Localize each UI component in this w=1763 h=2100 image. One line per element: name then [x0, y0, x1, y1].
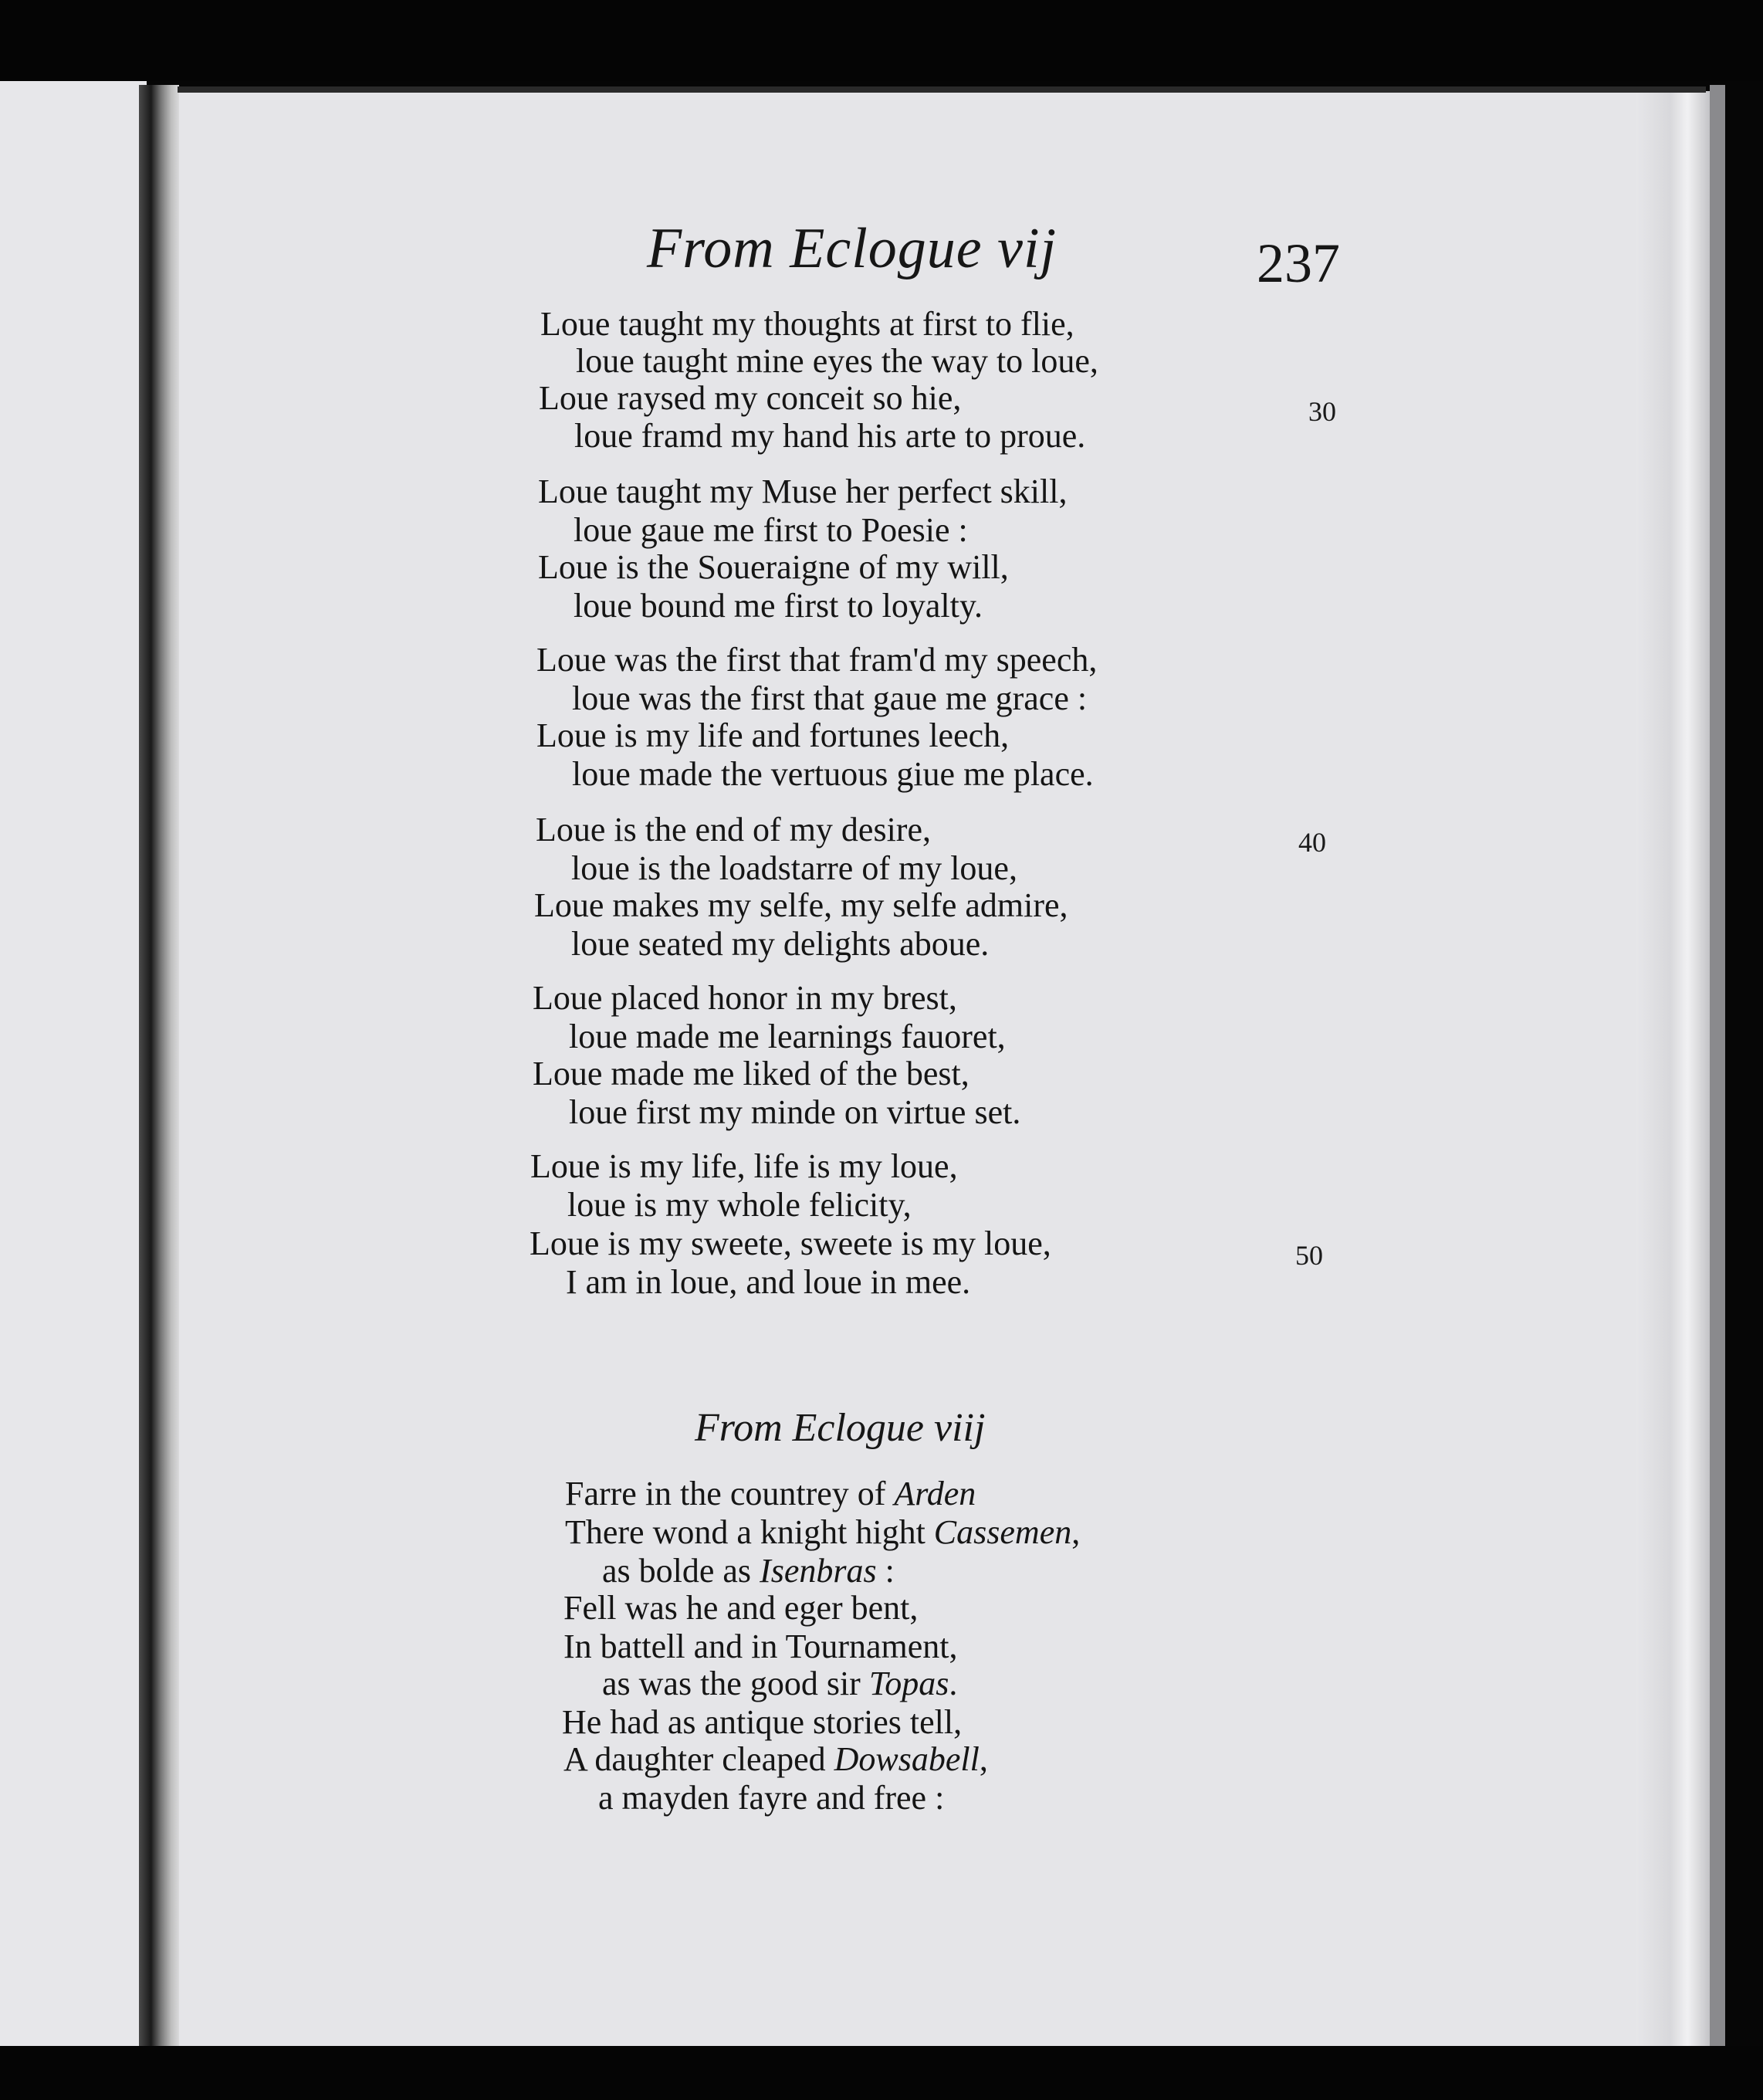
poem-line: Loue is my sweete, sweete is my loue,: [530, 1224, 1051, 1262]
poem-line: [565, 1475, 976, 1513]
line-number: 30: [1308, 396, 1336, 427]
poem-line: [602, 1552, 895, 1590]
poem-line: loue framd my hand his arte to proue.: [574, 417, 1086, 455]
poem-line: [562, 1703, 962, 1742]
line-text: There wond a knight hight: [565, 1513, 934, 1551]
scan-border-bottom: [0, 2046, 1763, 2100]
poem-line: I am in loue, and loue in mee.: [566, 1263, 971, 1301]
line-punct: :: [876, 1552, 895, 1590]
poem-line: loue made me learnings fauoret,: [569, 1018, 1006, 1055]
page-number: 237: [1257, 232, 1340, 294]
poem-line: loue gaue me first to Poesie :: [574, 511, 968, 549]
poem-line: Loue placed honor in my brest,: [533, 979, 957, 1017]
scan-border-top: [0, 0, 1763, 81]
poem-line: loue bound me first to loyalty.: [574, 587, 983, 625]
line-text: a mayden fayre and free :: [598, 1779, 945, 1817]
poem-line: [565, 1513, 1080, 1552]
poem-line: Loue made me liked of the best,: [533, 1055, 969, 1092]
line-text: as was the good sir: [602, 1665, 869, 1702]
poem-line: Loue is the Soueraigne of my will,: [538, 548, 1009, 586]
proper-name: Isenbras: [760, 1552, 877, 1590]
facing-page-left: [0, 81, 147, 2046]
poem-line: loue taught mine eyes the way to loue,: [576, 342, 1098, 380]
line-text: Fell was he and eger bent,: [563, 1589, 919, 1627]
line-number: 40: [1298, 827, 1326, 858]
page-outer-edge: [1710, 85, 1725, 2046]
proper-name: Dowsabell: [834, 1740, 980, 1778]
proper-name: Topas: [868, 1665, 949, 1702]
poem-line: [602, 1665, 957, 1703]
line-number: 50: [1295, 1240, 1323, 1271]
poem-line: Loue taught my thoughts at first to flie,: [540, 305, 1074, 343]
line-punct: .: [949, 1665, 958, 1702]
poem-line: loue seated my delights aboue.: [571, 925, 990, 963]
proper-name: Arden: [894, 1475, 976, 1512]
line-text: He had as antique stories tell,: [562, 1703, 963, 1741]
poem-line: loue is my whole felicity,: [567, 1186, 912, 1224]
line-punct: ,: [979, 1740, 988, 1778]
line-text: In battell and in Tournament,: [563, 1628, 958, 1665]
poem-line: loue first my minde on virtue set.: [569, 1093, 1021, 1131]
line-text: A daughter cleaped: [563, 1740, 834, 1778]
section-title: From Eclogue viij: [695, 1406, 986, 1450]
page-edge: [1636, 91, 1721, 2046]
poem-line: loue is the loadstarre of my loue,: [571, 849, 1017, 887]
poem-line: Loue is my life and fortunes leech,: [536, 716, 1010, 754]
running-head: From Eclogue vij: [647, 217, 1057, 280]
book-gutter: [139, 85, 179, 2046]
proper-name: Cassemen: [933, 1513, 1072, 1551]
line-punct: ,: [1071, 1513, 1081, 1551]
poem-line: Loue is the end of my desire,: [536, 811, 931, 848]
line-text: Farre in the countrey of: [565, 1475, 895, 1512]
page-top-edge: [178, 86, 1706, 93]
line-text: as bolde as: [602, 1552, 760, 1590]
poem-line: [563, 1589, 918, 1628]
poem-line: [563, 1740, 988, 1779]
poem-line: Loue makes my selfe, my selfe admire,: [534, 886, 1068, 924]
poem-line: [598, 1779, 944, 1817]
poem-line: loue made the vertuous giue me place.: [572, 755, 1094, 793]
poem-line: loue was the first that gaue me grace :: [572, 679, 1088, 717]
poem-line: Loue taught my Muse her perfect skill,: [538, 472, 1068, 510]
poem-line: Loue is my life, life is my loue,: [530, 1147, 958, 1185]
poem-line: [563, 1628, 958, 1666]
poem-line: Loue was the first that fram'd my speech,: [536, 641, 1098, 679]
poem-line: Loue raysed my conceit so hie,: [539, 379, 962, 417]
